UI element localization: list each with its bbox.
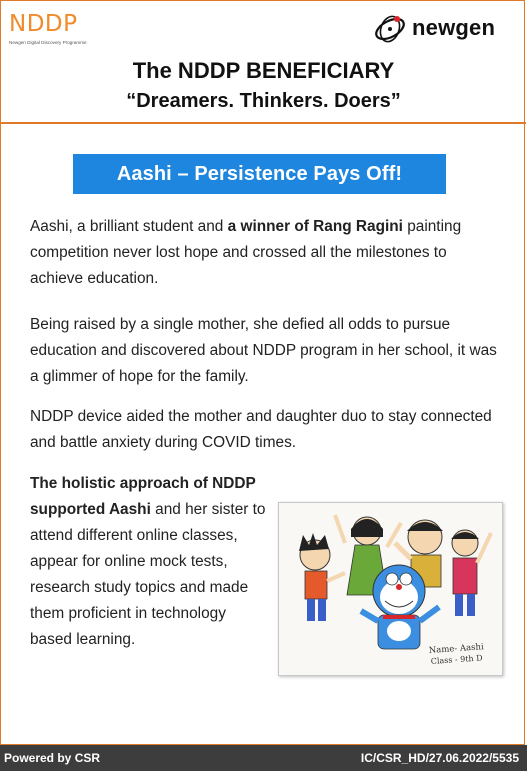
page-subtitle: “Dreamers. Thinkers. Doers” xyxy=(126,90,401,112)
header xyxy=(0,0,527,125)
paragraph-holistic-rest: and her sister to attend different online classes, appear for online mock tests, research study topics and made them proficient in technology based learning. xyxy=(30,501,266,648)
paragraph-intro-part2: painting competition never lost hope and crossed all the milestones to achieve education. xyxy=(30,218,462,287)
footer-reference-code: IC/CSR_HD/27.06.2022/5535 xyxy=(360,751,519,765)
paragraph-intro-part1: Aashi, a brilliant student and xyxy=(30,218,228,235)
paragraph-background: Being raised by a single mother, she defied all odds to pursue education and discovered about NDDP program in her school, it was a glimmer of hope for the family. xyxy=(30,316,497,385)
nddp-logo-word: NDDP xyxy=(9,11,78,37)
header-divider xyxy=(1,122,526,124)
drawing-caption-name: Name- Aashi xyxy=(428,642,485,656)
nddp-logo xyxy=(9,12,99,52)
newgen-orbit-icon xyxy=(370,11,410,45)
paragraph-holistic-bold: The holistic approach of NDDP supported Aashi xyxy=(30,475,256,518)
paragraph-device: NDDP device aided the mother and daughter duo to stay connected and battle anxiety during COVID times. xyxy=(30,408,492,451)
student-drawing xyxy=(278,502,503,676)
newgen-logo-word: newgen xyxy=(412,15,496,40)
nddp-logo-tagline: Newgen Digital Discovery Programme xyxy=(9,40,87,45)
newgen-logo xyxy=(370,10,515,46)
drawing-caption-class: Class - 9th D xyxy=(430,653,483,666)
cartoon-drawing-image xyxy=(279,503,502,675)
footer-powered-by: Powered by CSR xyxy=(4,751,101,765)
paragraph-intro xyxy=(30,214,500,292)
page-title: The NDDP BENEFICIARY xyxy=(132,58,395,83)
paragraph-holistic xyxy=(30,471,270,653)
paragraph-intro-bold: a winner of Rang Ragini xyxy=(227,218,403,235)
story-title-banner: Aashi – Persistence Pays Off! xyxy=(73,154,446,194)
footer-bar xyxy=(0,745,527,771)
